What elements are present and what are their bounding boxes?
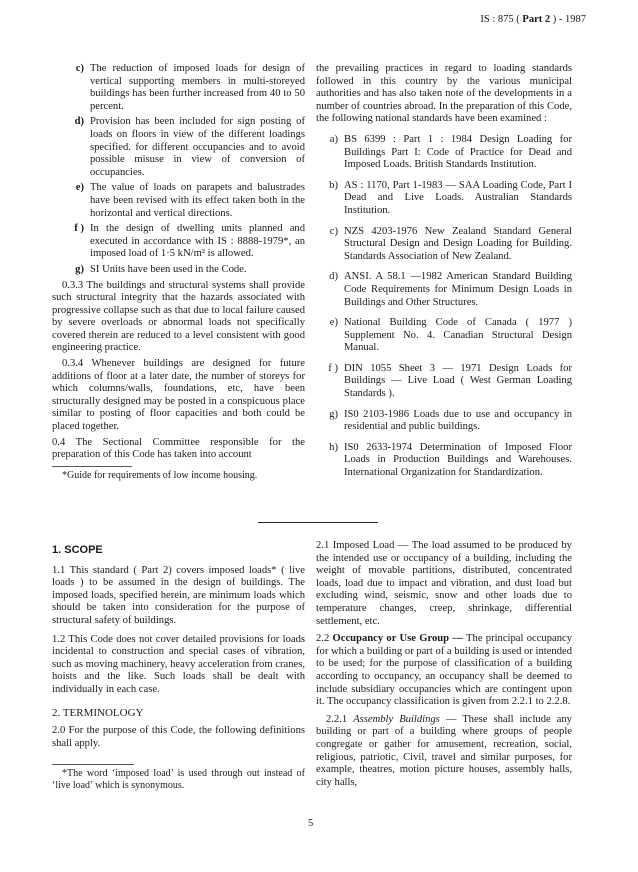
reference-key: b) [329,179,338,191]
page-number: 5 [308,818,314,829]
heading-terminology: 2. TERMINOLOGY [52,706,144,719]
footnote: *Guide for requirements of low income housing. [62,469,258,481]
list-item [60,182,305,220]
definition-lead: Assembly Buildings [353,713,440,725]
definition-text: — These shall include any building or part of a building where groups of people congregate or gather for amusement, recreation, social, religious, patriotic, Civil, travel and similar purposes, for example, theatres, motion picture houses, assembly halls, city halls, [316,713,572,788]
running-header [480,14,586,25]
reference-text: National Building Code of Canada ( 1977 ) Supplement No. 4. Canadian Structural Design Manual. [344,317,572,354]
paragraph-0-4: 0.4 The Sectional Committee responsible for the preparation of this Code has taken into account [52,436,305,461]
reference-item [316,409,572,434]
reference-key: d) [329,271,338,283]
list-item-text: Provision has been included for sign posting of loads on floors in view of the different loadings specified. for different occupancies and to avoid possible misuse in view of conversion of occupancies. [90,116,305,178]
paragraph-2-0: 2.0 For the purpose of this Code, the following definitions shall apply. [52,725,305,749]
list-item [60,63,305,113]
reference-text: AS : 1170, Part 1-1983 — SAA Loading Code, Part I Dead and Live Loads. Australian Standards Institution. [344,179,572,216]
paragraph-2-1 [316,540,572,628]
list-item-text: In the design of dwelling units planned and executed in accordance with IS : 8888-1979*, an imposed load of 1·5 kN/m² is allowed. [90,223,305,260]
reference-text: IS0 2103-1986 Loads due to use and occupancy in residential and public buildings. [344,408,572,433]
paragraph-0-3-3: 0.3.3 The buildings and structural systems shall provide such structural integrity that the hazards associated with progressive collapse such as that due to local failure caused by severe overloads or abnormal loads not specifically covered therein are reduced to a level consistent with good engineering practice. [52,279,305,354]
section-divider [258,522,378,523]
header-part: Part 2 [522,14,551,25]
definition-lead: Occupancy or Use Group — [332,633,463,645]
reference-text: BS 6399 : Part 1 : 1984 Design Loading for Buildings Part I: Code of Practice for Dead and Imposed Loads. British Standards Institution. [344,133,572,171]
paragraph-2-2-1 [316,714,572,790]
definition-lead: 2.1 Imposed Load — [316,540,409,551]
list-item-text: SI Units have been used in the Code. [90,263,247,275]
list-item-key: f ) [74,223,84,235]
list-item-text: The value of loads on parapets and balustrades have been revised with its effect taken both in the horizontal and vertical directions. [90,182,305,219]
reference-key: e) [329,317,338,329]
left-column-bottom [52,540,305,794]
reference-item [316,271,572,309]
reference-item [316,363,572,401]
paragraph-1-2: 1.2 This Code does not cover detailed provisions for loads incidental to construction and special cases of vibration, such as moving machinery, heavy acceleration from cranes, hoists and the like. Such loads shall be dealt with individually in each case. [52,633,305,695]
left-column-top [52,63,305,484]
reference-item [316,226,572,264]
reference-text: ANSI. A 58.1 —1982 American Standard Building Code Requirements for Minimum Design Loads in Buildings and Other Structures. [344,271,572,308]
reference-text: NZS 4203-1976 New Zealand Standard General Structural Design and Design Loading for Building. Standards Association of New Zealand. [344,225,572,262]
list-item-key: e) [75,182,84,194]
list-item [60,223,305,261]
footnote-rule [52,764,134,765]
header-year: ) - 1987 [552,14,586,25]
footnote-rule [52,466,132,467]
reference-key: h) [329,441,338,453]
reference-text: IS0 2633-1974 Determination of Imposed Floor Loads in Production Buildings and Warehouses. International Organization for Standardization. [344,441,572,479]
reference-item [316,134,572,172]
list-item [60,264,305,277]
reference-item [316,317,572,355]
reference-key: f ) [328,362,338,374]
right-column-top [316,63,572,483]
list-item-key: g) [75,263,84,275]
reference-key: c) [329,225,338,237]
paragraph-1-1: 1.1 This standard ( Part 2) covers imposed loads* ( live loads ) to be assumed in the design of buildings. The imposed loads, specified herein, are minimum loads which should be taken into consideration for the purpose of structural safety of buildings. [52,564,305,626]
reference-item [316,442,572,480]
reference-text: DIN 1055 Sheet 3 — 1971 Design Loads for Buildings — Live Load ( West German Loading Standards ). [344,362,572,400]
clause-number: 2.2 [316,633,330,645]
paragraph-2-2 [316,633,572,709]
list-item-key: c) [75,63,84,74]
list-item-key: d) [74,116,84,128]
heading-scope: 1. SCOPE [52,544,103,556]
header-std: IS : 875 ( [480,14,520,25]
clause-number: 2.2.1 [326,713,348,725]
reference-key: a) [329,133,338,145]
paragraph-continuation: the prevailing practices in regard to loading standards followed in this country by the various municipal authorities and has also taken note of the developments in a number of countries abroad. In the preparation of this Code, the following national standards have been examined : [316,63,572,125]
paragraph-0-3-4: 0.3.4 Whenever buildings are designed for future additions of floor at a later date, the number of storeys for which columns/walls, foundations, etc, have been structurally designed may be posted in a conspicuous place similar to posting of floor capacities and both could be placed together. [52,358,305,433]
definition-text: The principal occupancy for which a building or part of a building is used or intended to be used; for the purpose of classification of a building according to occupancy, an occupancy shall be deemed to include subsidiary occupancies which are contingent upon it. The occupancy classification is given from 2.2.1 to 2.2.8. [316,633,573,708]
list-item [60,116,305,179]
reference-item [316,180,572,218]
footnote: *The word ‘imposed load’ is used through out instead of ‘live load’ which is synonymous. [52,768,305,791]
definition-text: The load assumed to be produced by the intended use or occupancy of a building, including the weight of movable partitions, distributed, concentrated loads, load due to impact and vibration, and dust load but excluding wind, seismic, snow and other loads due to temperature changes, creep, shrinkage, differential settlement, etc. [316,540,572,627]
reference-key: g) [329,408,338,420]
list-item-text: The reduction of imposed loads for design of vertical supporting members in multi-storeyed buildings has been further increased from 40 to 50 percent. [90,63,305,112]
right-column-bottom [316,540,572,792]
